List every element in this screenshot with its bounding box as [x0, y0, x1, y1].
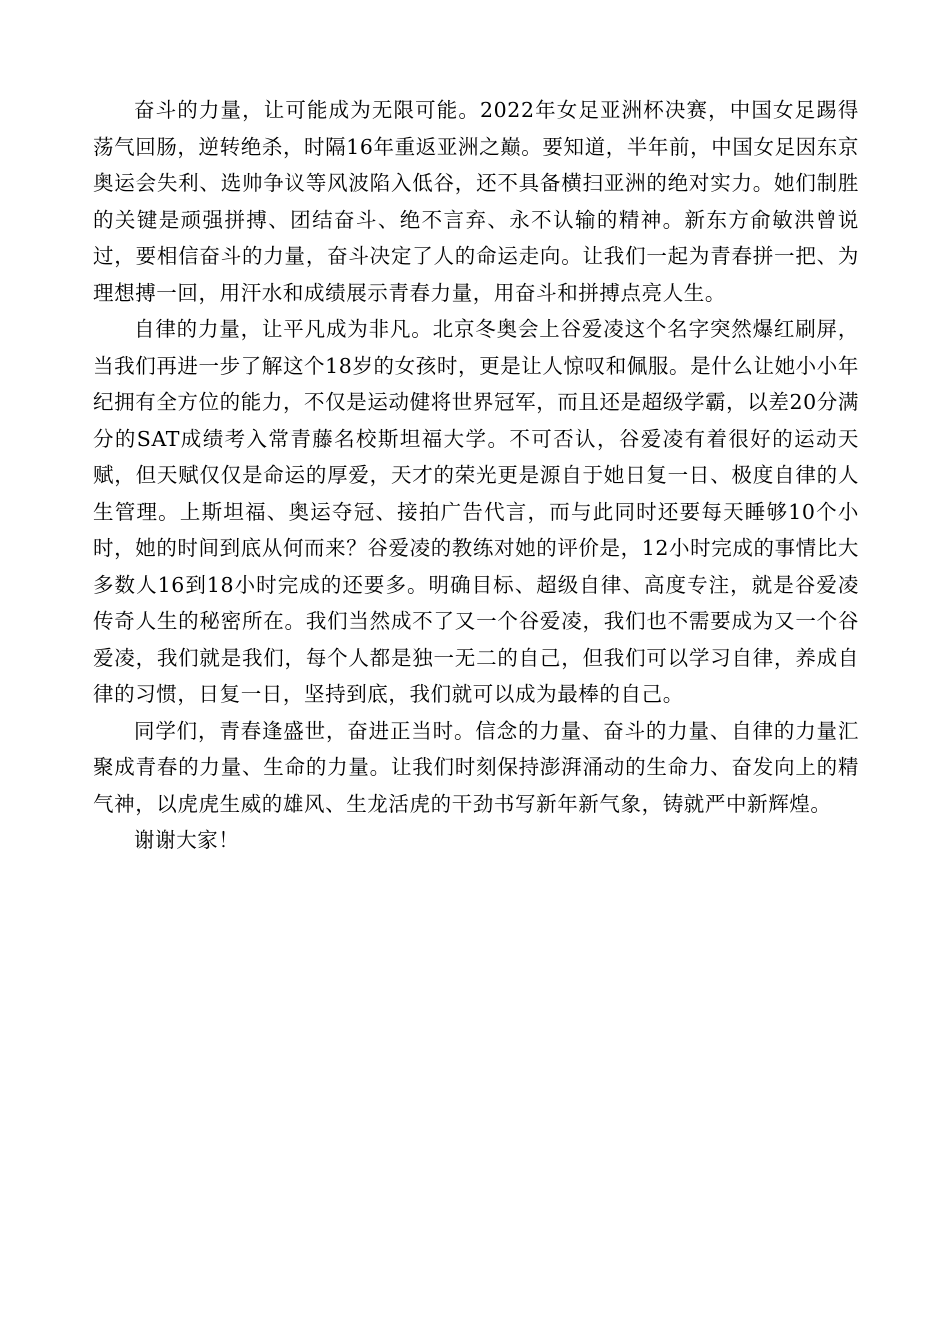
- paragraph-self-discipline: 自律的力量，让平凡成为非凡。北京冬奥会上谷爱凌这个名字突然爆红刷屏，当我们再进一步了解这个18岁的女孩时，更是让人惊叹和佩服。是什么让她小小年纪拥有全方位的能力，不仅是运动健将世界冠军，而且还是超级学霸，以差20分满分的SAT成绩考入常青藤名校斯坦福大学。不可否认，谷爱凌有着很好的运动天赋，但天赋仅仅是命运的厚爱，天才的荣光更是源自于她日复一日、极度自律的人生管理。上斯坦福、奥运夺冠、接拍广告代言，而与此同时还要每天睡够10个小时，她的时间到底从何而来？谷爱凌的教练对她的评价是，12小时完成的事情比大多数人16到18小时完成的还要多。明确目标、超级自律、高度专注，就是谷爱凌传奇人生的秘密所在。我们当然成不了又一个谷爱凌，我们也不需要成为又一个谷爱凌，我们就是我们，每个人都是独一无二的自己，但我们可以学习自律，养成自律的习惯，日复一日，坚持到底，我们就可以成为最棒的自己。: [93, 317, 859, 706]
- paragraph-thanks: 谢谢大家！: [134, 828, 240, 852]
- document-body: [93, 92, 859, 859]
- paragraph-struggle: 奋斗的力量，让可能成为无限可能。2022年女足亚洲杯决赛，中国女足踢得荡气回肠，逆转绝杀，时隔16年重返亚洲之巅。要知道，半年前，中国女足因东京奥运会失利、选帅争议等风波陷入低谷，还不具备横扫亚洲的绝对实力。她们制胜的关键是顽强拼搏、团结奋斗、绝不言弃、永不认输的精神。新东方俞敏洪曾说过，要相信奋斗的力量，奋斗决定了人的命运走向。让我们一起为青春拼一把、为理想搏一回，用汗水和成绩展示青春力量，用奋斗和拼搏点亮人生。: [93, 98, 859, 305]
- paragraph-conclusion: 同学们，青春逢盛世，奋进正当时。信念的力量、奋斗的力量、自律的力量汇聚成青春的力量、生命的力量。让我们时刻保持澎湃涌动的生命力、奋发向上的精气神，以虎虎生威的雄风、生龙活虎的干劲书写新年新气象，铸就严中新辉煌。: [93, 718, 859, 816]
